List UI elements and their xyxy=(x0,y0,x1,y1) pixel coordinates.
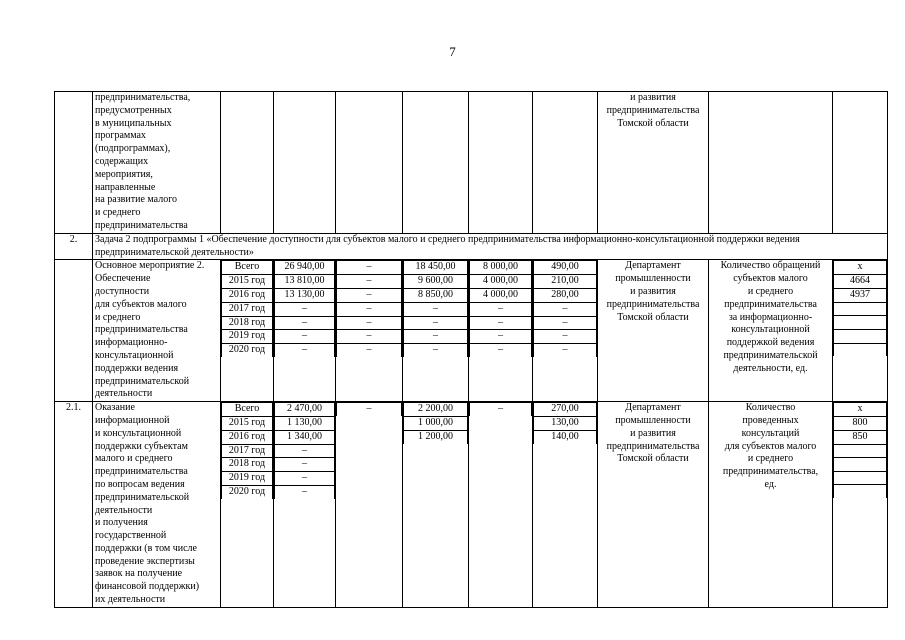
text-line: Количество xyxy=(745,402,796,414)
value-cell: 1 200,00 xyxy=(404,430,468,443)
indicator-values-cell xyxy=(833,402,888,608)
department-cell xyxy=(598,402,709,608)
text-line: промышленности xyxy=(615,273,691,285)
value-cell: – xyxy=(275,344,335,357)
value-cell: – xyxy=(337,275,402,289)
table-row xyxy=(55,402,888,608)
text-line: их деятельности xyxy=(95,594,166,606)
value-cell: 8 850,00 xyxy=(404,288,468,302)
text-line: Томской области xyxy=(617,311,689,323)
value-cell: 2015 год xyxy=(222,416,273,430)
text-line: предпринимательства xyxy=(606,298,700,310)
text-line: (подпрограммах), xyxy=(95,143,171,155)
value-cell: 18 450,00 xyxy=(404,261,468,275)
value-cell: 490,00 xyxy=(534,261,597,275)
value-cell xyxy=(834,343,887,356)
value-cell: – xyxy=(534,302,597,316)
text-line: предпринимательства xyxy=(95,324,188,336)
text-line: субъектов малого xyxy=(733,273,808,285)
value-cell: 2020 год xyxy=(222,344,273,357)
total-cell xyxy=(274,260,336,402)
value-cell: 2 470,00 xyxy=(275,403,335,417)
text-line: Томской области xyxy=(617,117,689,129)
years-cell xyxy=(221,260,274,402)
regional-cell xyxy=(403,260,469,402)
indicator-values-cell xyxy=(833,260,888,402)
text-line: Департамент xyxy=(625,260,681,272)
text-line: консультаций xyxy=(741,427,800,439)
regional-cell xyxy=(403,402,469,608)
text-line: предпринимательской xyxy=(95,491,190,503)
value-cell: 13 130,00 xyxy=(275,288,335,302)
value-cell: 1 340,00 xyxy=(275,430,335,444)
value-cell: 9 600,00 xyxy=(404,275,468,289)
department-cell xyxy=(598,92,709,234)
text-line: на развитие малого xyxy=(95,194,178,206)
activity-name-cell xyxy=(93,92,221,234)
text-line: для субъектов малого xyxy=(95,298,187,310)
value-cell: 130,00 xyxy=(534,416,597,430)
text-line: Департамент xyxy=(625,402,681,414)
value-cell: 140,00 xyxy=(534,430,597,443)
value-cell: 2018 год xyxy=(222,316,273,330)
value-cell: 2019 год xyxy=(222,472,273,486)
value-cell: 4 000,00 xyxy=(470,275,532,289)
value-cell: 2016 год xyxy=(222,288,273,302)
value-cell: – xyxy=(470,330,532,344)
text-line: промышленности xyxy=(615,414,691,426)
text-line: предпринимательства xyxy=(724,298,817,310)
value-cell: 2017 год xyxy=(222,444,273,458)
activity-name-cell xyxy=(93,260,221,402)
value-cell: 2015 год xyxy=(222,275,273,289)
value-cell: x xyxy=(834,261,887,275)
value-cell: – xyxy=(337,344,402,357)
page-number: 7 xyxy=(449,44,456,59)
other-cell xyxy=(533,402,598,608)
value-cell: 13 810,00 xyxy=(275,275,335,289)
text-line: Основное мероприятие 2. xyxy=(95,260,205,272)
value-cell: 2019 год xyxy=(222,330,273,344)
value-cell: – xyxy=(404,316,468,330)
indicator-cell xyxy=(709,402,833,608)
value-cell: 2 200,00 xyxy=(404,403,468,417)
table-row xyxy=(55,233,888,260)
value-cell: – xyxy=(404,330,468,344)
value-cell: – xyxy=(275,444,335,458)
text-line: проведенных xyxy=(742,414,799,426)
text-line: поддержки ведения xyxy=(95,362,179,374)
value-cell: – xyxy=(470,403,532,416)
federal-cell xyxy=(336,402,403,608)
activity-number: 2.1. xyxy=(55,402,93,608)
value-cell: 8 000,00 xyxy=(470,261,532,275)
value-cell: 210,00 xyxy=(534,275,597,289)
value-cell xyxy=(834,471,887,485)
text-line: по вопросам ведения xyxy=(95,478,185,490)
value-cell: 4 000,00 xyxy=(470,288,532,302)
value-cell: – xyxy=(337,316,402,330)
text-line: направленные xyxy=(95,181,156,193)
activity-name-cell xyxy=(93,402,221,608)
value-cell: 280,00 xyxy=(534,288,597,302)
value-cell: – xyxy=(337,403,402,416)
text-line: содержащих xyxy=(95,155,149,167)
table-row xyxy=(55,92,888,234)
text-line: поддержки субъектам xyxy=(95,440,188,452)
text-line: деятельности xyxy=(95,504,153,516)
text-line: и развития xyxy=(630,427,676,439)
value-cell: 2018 год xyxy=(222,458,273,472)
value-cell: – xyxy=(337,330,402,344)
value-cell: 850 xyxy=(834,430,887,444)
value-cell xyxy=(834,302,887,316)
text-line: консультационной xyxy=(731,324,810,336)
text-line: информационно- xyxy=(95,337,168,349)
value-cell: – xyxy=(337,261,402,275)
text-line: информационной xyxy=(95,414,170,426)
value-cell: 4664 xyxy=(834,275,887,289)
text-line: предпринимательства xyxy=(606,440,700,452)
value-cell: – xyxy=(337,302,402,316)
value-cell: x xyxy=(834,403,887,417)
text-line: и среднего xyxy=(747,285,794,297)
text-line: и получения xyxy=(95,517,148,529)
text-line: предпринимательства, xyxy=(95,92,191,103)
text-line: Томской области xyxy=(617,453,689,465)
indicator-cell xyxy=(709,260,833,402)
text-line: доступности xyxy=(95,285,150,297)
value-cell: – xyxy=(470,316,532,330)
years-cell xyxy=(221,402,274,608)
text-line: мероприятия, xyxy=(95,168,153,180)
value-cell: Всего xyxy=(222,403,273,417)
value-cell: 26 940,00 xyxy=(275,261,335,275)
value-cell: – xyxy=(275,472,335,486)
text-line: предпринимательства xyxy=(95,466,188,478)
value-cell: 2017 год xyxy=(222,302,273,316)
text-line: Оказание xyxy=(95,402,135,414)
value-cell: 1 130,00 xyxy=(275,416,335,430)
text-line: предпринимательской xyxy=(95,375,190,387)
value-cell xyxy=(834,329,887,343)
value-cell: Всего xyxy=(222,261,273,275)
local-cell xyxy=(469,260,533,402)
value-cell: – xyxy=(275,485,335,498)
federal-cell xyxy=(336,260,403,402)
task-title: Задача 2 подпрограммы 1 «Обеспечение доступности для субъектов малого и среднего предпринимательства информационно-консультационной поддержки ведения предпринимательской деятельности» xyxy=(93,233,888,260)
value-cell: 2016 год xyxy=(222,430,273,444)
text-line: малого и среднего xyxy=(95,453,173,465)
value-cell: – xyxy=(470,302,532,316)
text-line: предпринимательства xyxy=(606,104,700,116)
value-cell: – xyxy=(534,344,597,357)
text-line: предпринимательства, xyxy=(722,466,819,478)
text-line: и среднего xyxy=(95,311,141,323)
text-line: деятельности, ед. xyxy=(733,362,808,374)
value-cell: – xyxy=(470,344,532,357)
text-line: предпринимательской xyxy=(723,349,818,361)
text-line: и среднего xyxy=(747,453,794,465)
other-cell xyxy=(533,260,598,402)
text-line: государственной xyxy=(95,530,167,542)
text-line: проведение экспертизы xyxy=(95,555,195,567)
value-cell: – xyxy=(404,302,468,316)
text-line: Количество обращений xyxy=(720,260,821,272)
value-cell xyxy=(834,485,887,498)
budget-table xyxy=(54,91,888,608)
value-cell: 1 000,00 xyxy=(404,416,468,430)
text-line: заявок на получение xyxy=(95,568,183,580)
table-row xyxy=(55,260,888,402)
value-cell: 800 xyxy=(834,416,887,430)
value-cell: 4937 xyxy=(834,288,887,302)
value-cell: – xyxy=(275,458,335,472)
local-cell xyxy=(469,402,533,608)
task-number: 2. xyxy=(55,233,93,260)
text-line: и среднего xyxy=(95,207,141,219)
text-line: программах xyxy=(95,130,146,142)
value-cell: 2020 год xyxy=(222,485,273,498)
text-line: финансовой поддержки) xyxy=(95,581,200,593)
value-cell: 270,00 xyxy=(534,403,597,417)
text-line: Обеспечение xyxy=(95,273,151,285)
text-line: и развития xyxy=(630,92,676,103)
value-cell: – xyxy=(337,288,402,302)
text-line: за информационно- xyxy=(728,311,813,323)
text-line: ед. xyxy=(764,478,777,490)
value-cell: – xyxy=(275,316,335,330)
value-cell: – xyxy=(534,316,597,330)
value-cell: – xyxy=(275,302,335,316)
text-line: предусмотренных xyxy=(95,104,172,116)
text-line: предпринимательства xyxy=(95,219,188,231)
text-line: деятельности xyxy=(95,388,153,400)
text-line: для субъектов малого xyxy=(724,440,817,452)
text-line: в муниципальных xyxy=(95,117,172,129)
text-line: и развития xyxy=(630,285,676,297)
value-cell xyxy=(834,458,887,472)
total-cell xyxy=(274,402,336,608)
value-cell xyxy=(834,444,887,458)
text-line: поддержкой ведения xyxy=(726,337,815,349)
text-line: поддержки (в том числе xyxy=(95,542,197,554)
value-cell xyxy=(834,316,887,330)
value-cell: – xyxy=(404,344,468,357)
department-cell xyxy=(598,260,709,402)
text-line: и консультационной xyxy=(95,427,182,439)
value-cell: – xyxy=(275,330,335,344)
value-cell: – xyxy=(534,330,597,344)
text-line: консультационной xyxy=(95,349,174,361)
